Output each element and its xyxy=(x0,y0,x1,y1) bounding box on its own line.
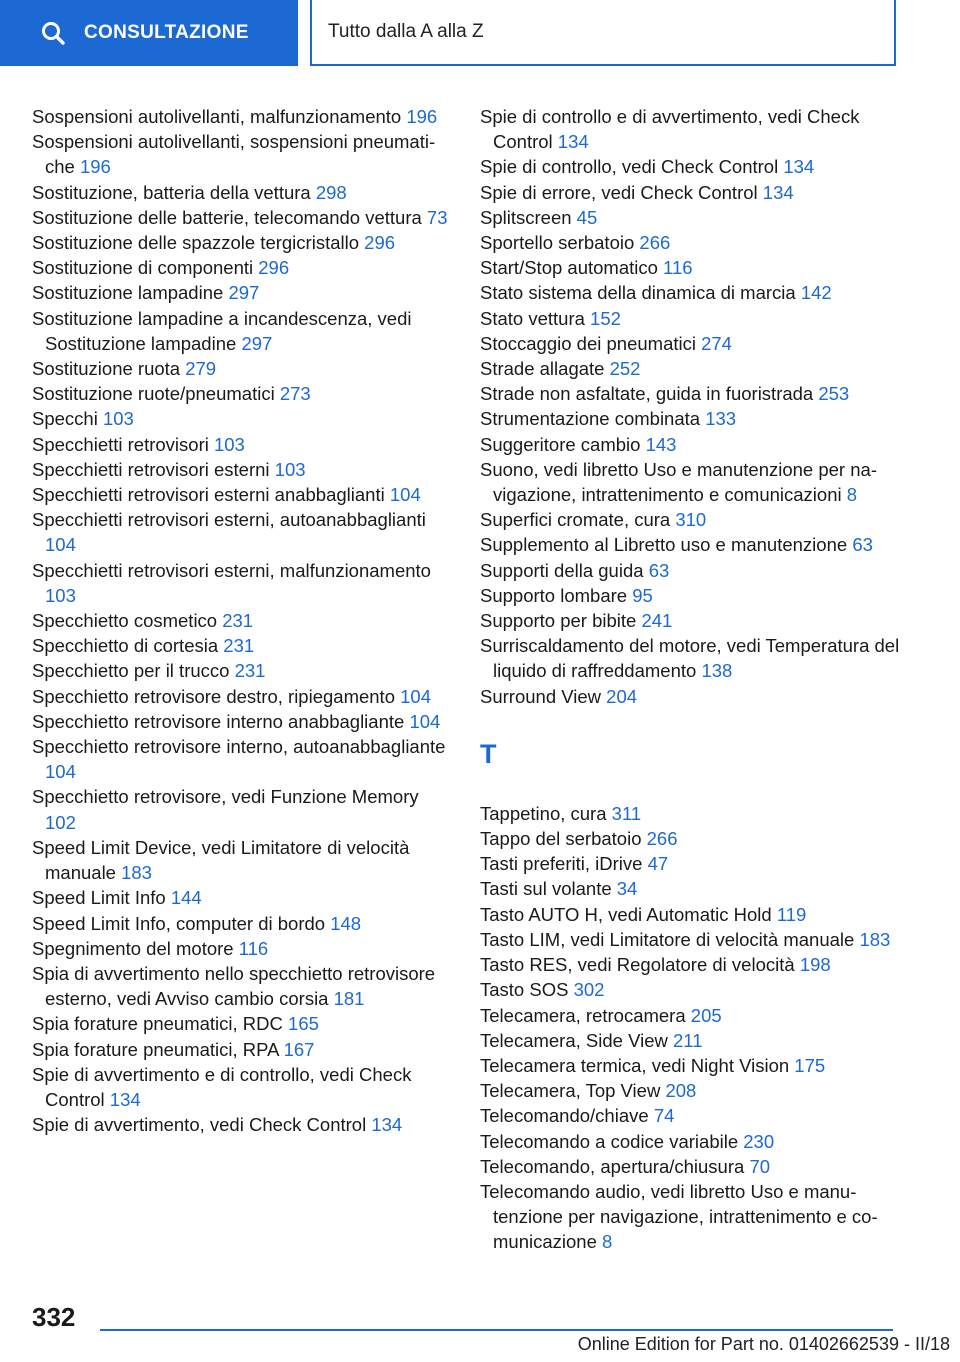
index-entry xyxy=(32,658,450,683)
index-entry-text: Supporti della guida xyxy=(480,559,644,581)
index-entry-text: Speed Limit Info, computer di bordo xyxy=(32,912,326,934)
index-entry-page-link[interactable]: 134 xyxy=(371,1114,403,1136)
index-entry-page-link[interactable]: 167 xyxy=(283,1038,315,1060)
index-entry-page-link[interactable]: 134 xyxy=(557,131,589,153)
index-entry-page-link[interactable]: 165 xyxy=(288,1013,319,1035)
index-entry xyxy=(32,482,450,507)
index-entry-text: Surround View xyxy=(480,685,602,707)
index-entry xyxy=(480,104,910,154)
index-entry-text: Strade allagate xyxy=(480,358,605,380)
index-entry-page-link[interactable]: 231 xyxy=(223,635,255,657)
index-entry-text: Sostituzione lampadine a incandescenza, vedi Sostituzione lampadine xyxy=(32,307,412,354)
index-entry-text: Specchi xyxy=(32,408,98,430)
index-entry xyxy=(32,1062,450,1112)
index-entry-page-link[interactable]: 302 xyxy=(573,979,605,1001)
index-entry-text: Telecamera, Top View xyxy=(480,1080,661,1102)
index-entry-text: Supplemento al Libretto uso e manutenzione xyxy=(480,534,848,556)
index-entry-text: Spie di avvertimento e di controllo, vedi Check Control xyxy=(32,1063,412,1110)
index-entry xyxy=(32,306,450,356)
index-entry xyxy=(32,911,450,936)
index-entry-page-link[interactable]: 252 xyxy=(609,358,641,380)
index-entry-text: Specchietti retrovisori esterni, autoanabbaglianti xyxy=(32,509,426,531)
index-entry xyxy=(32,936,450,961)
index-entry-page-link[interactable]: 297 xyxy=(228,282,260,304)
index-entry xyxy=(480,507,910,532)
index-entry-text: Splitscreen xyxy=(480,206,572,228)
index-entry-text: Telecamera termica, vedi Night Vision xyxy=(480,1054,790,1076)
index-entry-text: Sostituzione ruota xyxy=(32,358,181,380)
index-entry xyxy=(480,583,910,608)
index-entry xyxy=(480,205,910,230)
index-entry-page-link[interactable]: 297 xyxy=(241,332,273,354)
index-entry xyxy=(480,952,910,977)
index-entry-page-link[interactable]: 241 xyxy=(641,610,673,632)
index-entry xyxy=(480,684,910,709)
index-entry-text: Sostituzione delle spazzole tergicristallo xyxy=(32,232,360,254)
index-entry xyxy=(32,457,450,482)
index-entry xyxy=(480,381,910,406)
index-entry xyxy=(480,558,910,583)
index-entry xyxy=(480,851,910,876)
index-entry xyxy=(32,381,450,406)
index-entry-text: Sostituzione, batteria della vettura xyxy=(32,181,311,203)
index-entry-text: Tasto RES, vedi Regolatore di velocità xyxy=(480,954,795,976)
index-entry-text: Spie di avvertimento, vedi Check Control xyxy=(32,1114,367,1136)
index-entry-page-link[interactable]: 175 xyxy=(794,1054,826,1076)
index-entry-page-link[interactable]: 133 xyxy=(705,408,737,430)
index-entry-page-link[interactable]: 45 xyxy=(576,206,598,228)
index-entry xyxy=(32,280,450,305)
index-entry xyxy=(480,432,910,457)
index-entry-page-link[interactable]: 152 xyxy=(590,307,621,329)
index-entry xyxy=(480,633,910,683)
index-entry-text: Spie di controllo, vedi Check Control xyxy=(480,156,779,178)
index-column-right xyxy=(480,104,910,1255)
index-entry-text: Specchietto retrovisore interno anabbagliante xyxy=(32,710,405,732)
index-entry-page-link[interactable]: 279 xyxy=(185,358,217,380)
index-entry-page-link[interactable]: 231 xyxy=(234,660,266,682)
index-entry-page-link[interactable]: 116 xyxy=(238,937,269,959)
index-entry-page-link[interactable]: 74 xyxy=(653,1105,675,1127)
index-entry-text: Supporto per bibite xyxy=(480,610,637,632)
index-entry-page-link[interactable]: 116 xyxy=(663,257,693,279)
index-entry-page-link[interactable]: 273 xyxy=(279,383,311,405)
index-entry xyxy=(32,1112,450,1137)
index-entry-text: Strumentazione combinata xyxy=(480,408,701,430)
breadcrumb-label: Tutto dalla A alla Z xyxy=(328,21,484,42)
index-group-t xyxy=(480,801,910,1255)
index-entry-page-link[interactable]: 73 xyxy=(426,206,448,228)
index-entry-text: Suono, vedi libretto Uso e manutenzione per navigazione, intrattenimento e comunicazioni xyxy=(480,458,877,506)
index-entry xyxy=(32,1011,450,1036)
index-entry-page-link[interactable]: 143 xyxy=(645,433,677,455)
index-entry-text: Tasto AUTO H, vedi Automatic Hold xyxy=(480,903,772,925)
index-entry-text: Telecomando/chiave xyxy=(480,1105,649,1127)
index-entry-page-link[interactable]: 134 xyxy=(762,181,794,203)
index-entry-text: Sostituzione delle batterie, telecomando vettura xyxy=(32,206,422,228)
index-entry xyxy=(480,927,910,952)
index-entry-text: Sospensioni autolivellanti, sospensioni pneumatiche xyxy=(32,131,436,178)
index-entry-text: Tasti preferiti, iDrive xyxy=(480,853,643,875)
index-entry-text: Specchietti retrovisori esterni xyxy=(32,458,270,480)
index-entry-text: Superfici cromate, cura xyxy=(480,509,671,531)
index-entry-text: Sostituzione lampadine xyxy=(32,282,224,304)
index-entry-text: Specchietto retrovisore, vedi Funzione Memory xyxy=(32,786,419,808)
index-entry-text: Spegnimento del motore xyxy=(32,937,234,959)
index-entry xyxy=(32,709,450,734)
index-entry-text: Spia forature pneumatici, RDC xyxy=(32,1013,283,1035)
index-entry xyxy=(480,255,910,280)
index-entry xyxy=(32,633,450,658)
index-entry-page-link[interactable]: 63 xyxy=(852,534,873,556)
index-entry xyxy=(480,1179,910,1255)
index-entry-page-link[interactable]: 138 xyxy=(701,660,733,682)
index-entry-page-link[interactable]: 95 xyxy=(632,584,653,606)
index-entry-text: Speed Limit Info xyxy=(32,887,166,909)
index-entry-text: Spie di errore, vedi Check Control xyxy=(480,181,758,203)
index-entry-page-link[interactable]: 104 xyxy=(389,484,421,506)
edition-footer: Online Edition for Part no. 01402662539 - II/18 xyxy=(577,1334,950,1354)
index-entry xyxy=(32,784,450,834)
index-entry-text: Spia di avvertimento nello specchietto retrovisore esterno, vedi Avviso cambio corsia xyxy=(32,962,436,1010)
index-entry xyxy=(480,356,910,381)
index-entry-text: Spie di controllo e di avvertimento, vedi Check Control xyxy=(480,106,860,153)
index-entry-text: Stato vettura xyxy=(480,307,585,329)
index-entry xyxy=(480,457,910,507)
index-entry-text: Specchietti retrovisori esterni, malfunzionamento xyxy=(32,559,431,581)
index-entry xyxy=(32,406,450,431)
index-entry-page-link[interactable]: 8 xyxy=(846,484,858,506)
index-entry-text: Telecamera, Side View xyxy=(480,1029,668,1051)
index-entry-text: Specchietto di cortesia xyxy=(32,635,219,657)
index-entry-page-link[interactable]: 298 xyxy=(315,181,347,203)
breadcrumb[interactable] xyxy=(310,0,896,66)
index-entry xyxy=(480,1129,910,1154)
index-entry-page-link[interactable]: 296 xyxy=(258,257,290,279)
index-entry-text: Telecomando audio, vedi libretto Uso e manutenzione per navigazione, intrattenimento e comunicazione xyxy=(480,1180,878,1253)
index-entry xyxy=(32,180,450,205)
index-entry xyxy=(480,180,910,205)
index-entry-text: Surriscaldamento del motore, vedi Temperatura del liquido di raffreddamento xyxy=(480,635,900,682)
index-entry-page-link[interactable]: 274 xyxy=(701,332,732,354)
page-header xyxy=(0,0,896,66)
index-entry xyxy=(480,1103,910,1128)
index-entry-page-link[interactable]: 196 xyxy=(406,106,438,127)
index-entry-text: Tasto LIM, vedi Limitatore di velocità manuale xyxy=(480,928,855,950)
index-entry-page-link[interactable]: 211 xyxy=(672,1029,703,1051)
footer-divider xyxy=(100,1329,893,1331)
index-entry-page-link[interactable]: 183 xyxy=(859,928,891,950)
index-entry xyxy=(32,507,450,557)
index-entry xyxy=(480,876,910,901)
page-number: 332 xyxy=(32,1302,76,1332)
index-entry-page-link[interactable]: 104 xyxy=(45,761,76,783)
index-entry-page-link[interactable]: 8 xyxy=(602,1231,613,1253)
index-entry-text: Sostituzione di componenti xyxy=(32,257,254,279)
index-entry-page-link[interactable]: 196 xyxy=(79,156,111,178)
index-entry-text: Strade non asfaltate, guida in fuoristrada xyxy=(480,383,814,405)
index-entry-text: Speed Limit Device, vedi Limitatore di velocità manuale xyxy=(32,836,410,884)
search-icon xyxy=(40,20,66,46)
index-entry-text: Specchietto per il trucco xyxy=(32,660,230,682)
index-entry-page-link[interactable]: 266 xyxy=(646,828,678,850)
index-entry-page-link[interactable]: 181 xyxy=(333,988,365,1010)
index-entry xyxy=(32,835,450,885)
index-entry xyxy=(32,129,450,179)
index-entry-text: Suggeritore cambio xyxy=(480,433,641,455)
index-entry-page-link[interactable]: 103 xyxy=(102,408,134,430)
index-entry-page-link[interactable]: 148 xyxy=(330,912,362,934)
index-entry xyxy=(480,902,910,927)
index-entry xyxy=(480,1154,910,1179)
index-entry-page-link[interactable]: 103 xyxy=(213,433,245,455)
index-entry xyxy=(480,1003,910,1028)
index-entry xyxy=(480,306,910,331)
index-entry-page-link[interactable]: 70 xyxy=(749,1155,771,1177)
index-entry-page-link[interactable]: 144 xyxy=(170,887,202,909)
index-entry xyxy=(32,205,450,230)
index-entry xyxy=(480,230,910,255)
index-entry-page-link[interactable]: 231 xyxy=(222,610,254,632)
index-entry-page-link[interactable]: 208 xyxy=(665,1080,697,1102)
index-entry xyxy=(480,331,910,356)
index-column-left xyxy=(32,104,450,1137)
index-entry-page-link[interactable]: 183 xyxy=(121,862,152,884)
index-entry xyxy=(480,1053,910,1078)
index-entry-text: Specchietto cosmetico xyxy=(32,610,218,632)
index-entry-page-link[interactable]: 134 xyxy=(109,1088,141,1110)
index-entry-text: Specchietto retrovisore interno, autoanabbagliante xyxy=(32,736,446,758)
index-entry-page-link[interactable]: 310 xyxy=(675,509,707,531)
index-entry xyxy=(480,532,910,557)
index-entry-page-link[interactable]: 104 xyxy=(409,710,441,732)
index-entry-text: Telecamera, retrocamera xyxy=(480,1004,686,1026)
index-entry-page-link[interactable]: 102 xyxy=(45,811,76,833)
index-entry xyxy=(480,977,910,1002)
index-entry-page-link[interactable]: 142 xyxy=(800,282,832,304)
index-entry-text: Telecomando, apertura/chiusura xyxy=(480,1155,745,1177)
index-entry xyxy=(32,356,450,381)
index-entry-page-link[interactable]: 253 xyxy=(818,383,850,405)
index-entry-text: Sportello serbatoio xyxy=(480,232,635,254)
index-entry-text: Tasto SOS xyxy=(480,979,569,1001)
index-entry-page-link[interactable]: 134 xyxy=(783,156,815,178)
tab-consultazione[interactable] xyxy=(0,0,298,66)
index-entry-text: Start/Stop automatico xyxy=(480,257,658,279)
index-entry xyxy=(32,558,450,608)
index-entry xyxy=(32,104,450,129)
index-entry-page-link[interactable]: 296 xyxy=(364,232,396,254)
index-entry-page-link[interactable]: 34 xyxy=(616,878,638,900)
index-entry xyxy=(32,684,450,709)
index-entry-text: Stato sistema della dinamica di marcia xyxy=(480,282,796,304)
index-entry xyxy=(480,801,910,826)
index-entry-text: Supporto lombare xyxy=(480,584,628,606)
index-entry-text: Tappo del serbatoio xyxy=(480,828,642,850)
index-entry-page-link[interactable]: 230 xyxy=(743,1130,775,1152)
index-entry-text: Tasti sul volante xyxy=(480,878,612,900)
index-entry xyxy=(480,826,910,851)
index-entry-page-link[interactable]: 104 xyxy=(400,685,432,707)
index-entry xyxy=(480,1078,910,1103)
index-group-s xyxy=(480,104,910,709)
index-entry-page-link[interactable]: 198 xyxy=(799,954,831,976)
index-entry xyxy=(480,154,910,179)
tab-consultazione-label: CONSULTAZIONE xyxy=(84,22,249,43)
index-entry-text: Specchietti retrovisori xyxy=(32,433,209,455)
index-entry xyxy=(32,608,450,633)
index-entry-text: Spia forature pneumatici, RPA xyxy=(32,1038,279,1060)
index-entry-text: Tappetino, cura xyxy=(480,802,607,824)
index-entry xyxy=(32,230,450,255)
index-entry-page-link[interactable]: 311 xyxy=(611,802,642,824)
index-entry-page-link[interactable]: 204 xyxy=(606,685,638,707)
section-letter: T xyxy=(480,738,497,769)
index-entry-page-link[interactable]: 103 xyxy=(274,458,306,480)
index-entry xyxy=(480,608,910,633)
index-entry xyxy=(32,961,450,1011)
index-entry-page-link[interactable]: 205 xyxy=(690,1004,722,1026)
index-entry xyxy=(32,255,450,280)
index-entry xyxy=(32,734,450,784)
index-entry-text: Stoccaggio dei pneumatici xyxy=(480,332,696,354)
index-entry-text: Sospensioni autolivellanti, malfunzionamento xyxy=(32,106,402,127)
index-entry xyxy=(480,280,910,305)
index-entry-text: Telecomando a codice variabile xyxy=(480,1130,739,1152)
index-entry xyxy=(32,885,450,910)
index-entry-text: Specchietti retrovisori esterni anabbaglianti xyxy=(32,484,385,506)
index-entry xyxy=(480,406,910,431)
index-entry-page-link[interactable]: 47 xyxy=(647,853,669,875)
index-entry-page-link[interactable]: 63 xyxy=(648,559,670,581)
index-entry-page-link[interactable]: 104 xyxy=(45,534,76,556)
index-entry-text: Specchietto retrovisore destro, ripiegamento xyxy=(32,685,395,707)
index-entry xyxy=(480,1028,910,1053)
index-entry xyxy=(32,432,450,457)
index-entry xyxy=(32,1037,450,1062)
index-entry-page-link[interactable]: 103 xyxy=(45,584,76,606)
index-entry-text: Sostituzione ruote/pneumatici xyxy=(32,383,275,405)
index-entry-page-link[interactable]: 266 xyxy=(639,232,671,254)
index-entry-page-link[interactable]: 119 xyxy=(776,903,807,925)
